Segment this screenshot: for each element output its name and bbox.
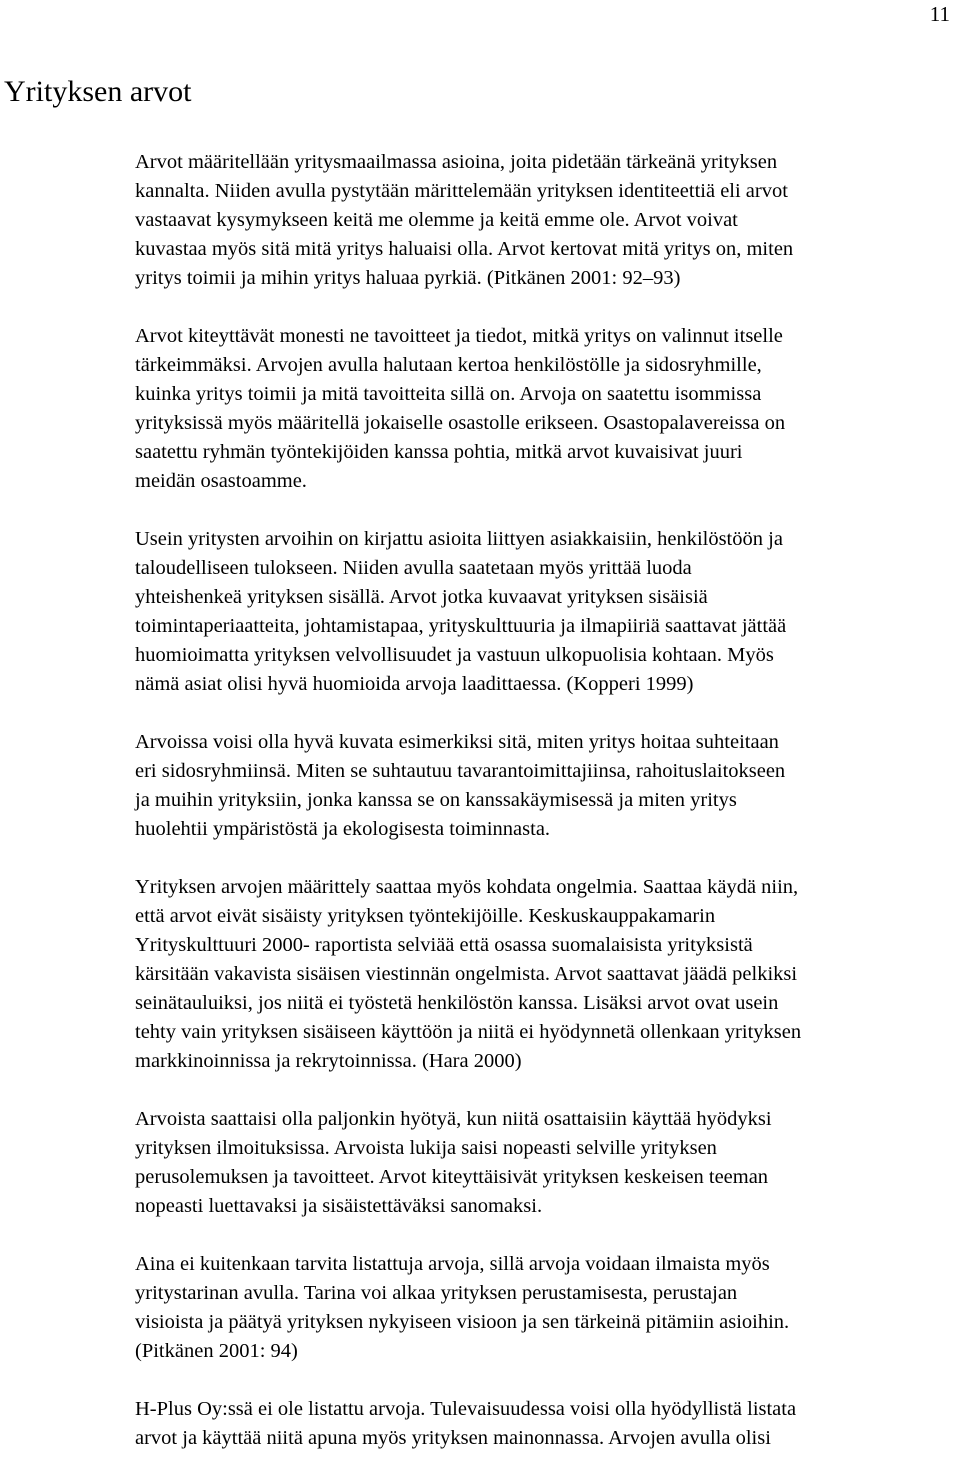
text-line: ja muihin yrityksiin, jonka kanssa se on kanssakäymisessä ja miten yritys: [135, 789, 737, 811]
page-number: 11: [929, 2, 950, 26]
paragraph: [135, 873, 957, 1076]
text-line: kärsitään vakavista sisäisen viestinnän ongelmista. Arvot saattavat jäädä pelkiksi: [135, 963, 798, 985]
text-line: tärkeimmäksi. Arvojen avulla halutaan kertoa henkilöstölle ja sidosryhmille,: [135, 354, 762, 376]
text-line: perusolemuksen ja tavoitteet. Arvot kiteyttäisivät yrityksen keskeisen teeman: [135, 1166, 769, 1188]
text-line: yritys toimii ja mihin yritys haluaa pyrkiä. (Pitkänen 2001: 92–93): [135, 267, 681, 289]
text-line: (Pitkänen 2001: 94): [135, 1340, 298, 1362]
text-line: tehty vain yrityksen sisäiseen käyttöön ja niitä ei hyödynnetä ollenkaan yrityksen: [135, 1021, 802, 1043]
paragraph: [135, 525, 957, 699]
text-line: yhteishenkeä yrityksen sisällä. Arvot jotka kuvaavat yrityksen sisäisiä: [135, 586, 708, 608]
text-line: H-Plus Oy:ssä ei ole listattu arvoja. Tulevaisuudessa voisi olla hyödyllistä listata: [135, 1398, 797, 1420]
text-line: Arvoissa voisi olla hyvä kuvata esimerkiksi sitä, miten yritys hoitaa suhteitaan: [135, 731, 779, 753]
body-text: [135, 148, 957, 1482]
text-line: yrityksissä myös määritellä jokaiselle osastolle erikseen. Osastopalavereissa on: [135, 412, 786, 434]
text-line: visioista ja päätyä yrityksen nykyiseen visioon ja sen tärkeinä pitämiin asioihin.: [135, 1311, 790, 1333]
text-line: seinätauluiksi, jos niitä ei työstetä henkilöstön kanssa. Lisäksi arvot ovat usein: [135, 992, 779, 1014]
text-line: Yrityksen arvojen määrittely saattaa myös kohdata ongelmia. Saattaa käydä niin,: [135, 876, 799, 898]
text-line: markkinoinnissa ja rekrytoinnissa. (Hara 2000): [135, 1050, 522, 1072]
text-line: arvot ja käyttää niitä apuna myös yrityksen mainonnassa. Arvojen avulla olisi: [135, 1427, 771, 1449]
text-line: yrityksen ilmoituksissa. Arvoista lukija saisi nopeasti selville yrityksen: [135, 1137, 717, 1159]
text-line: Yrityskulttuuri 2000- raportista selviää että osassa suomalaisista yrityksistä: [135, 934, 753, 956]
text-line: huolehtii ympäristöstä ja ekologisesta toiminnasta.: [135, 818, 551, 840]
paragraph: [135, 1105, 957, 1221]
section-heading: Yrityksen arvot: [4, 75, 192, 108]
text-line: että arvot eivät sisäisty yrityksen työntekijöille. Keskuskauppakamarin: [135, 905, 716, 927]
text-line: toimintaperiaatteita, johtamistapaa, yrityskulttuuria ja ilmapiiriä saattavat jättää: [135, 615, 787, 637]
paragraph: [135, 1250, 957, 1366]
text-line: eri sidosryhmiinsä. Miten se suhtautuu tavarantoimittajiinsa, rahoituslaitokseen: [135, 760, 786, 782]
text-line: nopeasti luettavaksi ja sisäistettäväksi sanomaksi.: [135, 1195, 543, 1217]
text-line: Arvot määritellään yritysmaailmassa asioina, joita pidetään tärkeänä yrityksen: [135, 151, 778, 173]
paragraph: [135, 148, 957, 293]
paragraph: [135, 322, 957, 496]
text-line: Usein yritysten arvoihin on kirjattu asioita liittyen asiakkaisiin, henkilöstöön ja: [135, 528, 783, 550]
text-line: taloudelliseen tulokseen. Niiden avulla saatetaan myös yrittää luoda: [135, 557, 692, 579]
text-line: kuvastaa myös sitä mitä yritys haluaisi olla. Arvot kertovat mitä yritys on, miten: [135, 238, 794, 260]
text-line: huomioimatta yrityksen velvollisuudet ja vastuun ulkopuolisia kohtaan. Myös: [135, 644, 774, 666]
text-line: vastaavat kysymykseen keitä me olemme ja keitä emme ole. Arvot voivat: [135, 209, 738, 231]
paragraph: [135, 728, 957, 844]
text-line: Arvot kiteyttävät monesti ne tavoitteet ja tiedot, mitkä yritys on valinnut itselle: [135, 325, 783, 347]
paragraph: [135, 1395, 957, 1453]
text-line: kuinka yritys toimii ja mitä tavoitteita sillä on. Arvoja on saatettu isommissa: [135, 383, 762, 405]
text-line: Aina ei kuitenkaan tarvita listattuja arvoja, sillä arvoja voidaan ilmaista myös: [135, 1253, 770, 1275]
text-line: saatettu ryhmän työntekijöiden kanssa pohtia, mitkä arvot kuvaisivat juuri: [135, 441, 743, 463]
text-line: nämä asiat olisi hyvä huomioida arvoja laadittaessa. (Kopperi 1999): [135, 673, 694, 695]
text-line: kannalta. Niiden avulla pystytään märittelemään yrityksen identiteettiä eli arvot: [135, 180, 788, 202]
text-line: Arvoista saattaisi olla paljonkin hyötyä, kun niitä osattaisiin käyttää hyödyksi: [135, 1108, 772, 1130]
text-line: meidän osastoamme.: [135, 470, 307, 492]
text-line: yritystarinan avulla. Tarina voi alkaa yrityksen perustamisesta, perustajan: [135, 1282, 738, 1304]
